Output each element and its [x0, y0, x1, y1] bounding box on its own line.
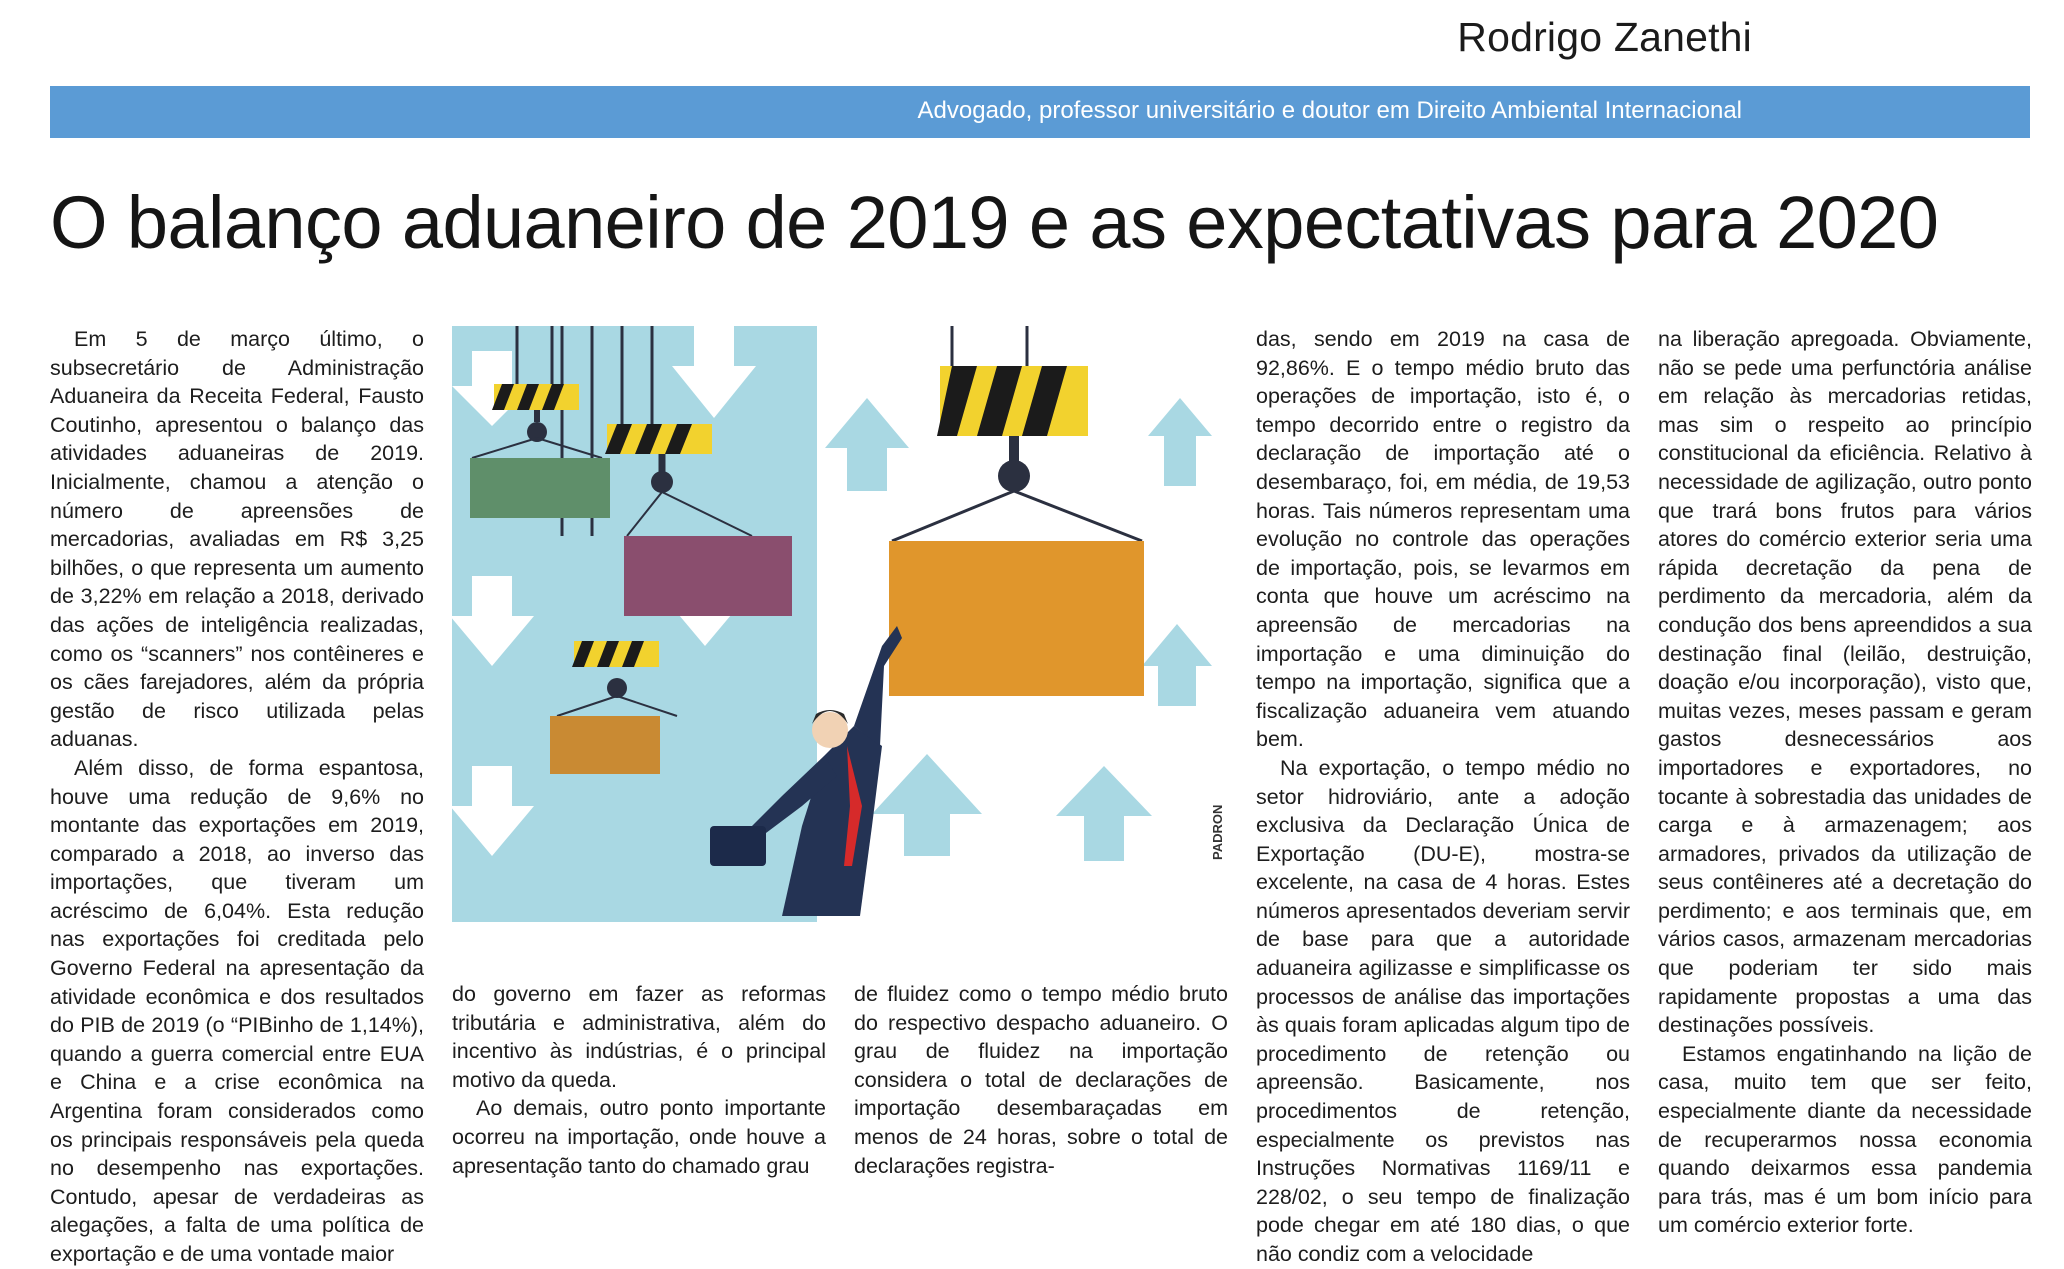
paragraph: Em 5 de março último, o subsecretário de Administração Aduaneira da Receita Federal, Fausto Coutinho, apresentou o balanço das atividades aduaneiras de 2019. Inicialmente, chamou a atenção o número de apreensões de mercadorias, avaliadas em R$ 3,25 bilhões, o que representa um aumento de 3,22% em relação a 2018, derivado das ações de inteligência realizadas, como os “scanners” nos contêineres e os cães farejadores, além da própria gestão de risco utilizada pelas aduanas. [50, 327, 424, 752]
illustration-cranes-containers [452, 326, 1228, 922]
article-column-3 [854, 980, 1228, 1178]
container-orange-large [889, 541, 1144, 696]
container-purple [624, 536, 792, 616]
author-name: Rodrigo Zanethi [1457, 14, 1752, 60]
paragraph: do governo em fazer as reformas tributária e administrativa, além do incentivo às indústrias, é o principal motivo da queda. [452, 982, 826, 1092]
article-column-1 [50, 325, 424, 1266]
paragraph: Ao demais, outro ponto importante ocorreu na importação, onde houve a apresentação tanto do chamado grau [452, 1096, 826, 1178]
credentials-bar [50, 86, 2030, 138]
container-orange-small [550, 716, 660, 774]
article-column-5 [1658, 325, 2032, 1238]
paragraph: Além disso, de forma espantosa, houve uma redução de 9,6% no montante das exportações em 2019, comparado a 2018, ao inverso das importações, que tiveram um acréscimo de 6,04%. Esta redução nas exportações foi creditada pelo Governo Federal na apresentação da atividade econômica e dos resultados do PIB de 2019 (o “PIBinho de 1,14%), quando a guerra comercial entre EUA e China e a crise econômica na Argentina foram considerados como os principais responsáveis pela queda no desempenho nas exportações. Contudo, apesar de verdadeiras as alegações, a falta de uma política de exportação e de uma vontade maior [50, 755, 424, 1266]
article-column-4 [1256, 325, 1630, 1266]
author-credentials: Advogado, professor universitário e doutor em Direito Ambiental Internacional [917, 97, 1742, 124]
illustration-credit: PADRON [1210, 804, 1225, 860]
briefcase-icon [710, 826, 766, 866]
container-green [470, 458, 610, 518]
paragraph: das, sendo em 2019 na casa de 92,86%. E o tempo médio bruto das operações de importação, isto é, o tempo decorrido entre o registro da declaração de importação até o desembaraço, foi, em média, de 19,53 horas. Tais números representam uma evolução no controle das operações de importação, pois, se levarmos em conta que houve um acréscimo na apreensão de mercadorias na importação e uma diminuição do tempo na importação, significa que a fiscalização aduaneira vem atuando bem. [1256, 327, 1630, 752]
article-column-2 [452, 980, 826, 1178]
paragraph: Estamos engatinhando na lição de casa, muito tem que ser feito, especialmente diante da necessidade de recuperarmos nossa economia quando deixarmos essa pandemia para trás, mas é um bom início para um comércio exterior forte. [1658, 1041, 2032, 1238]
paragraph: de fluidez como o tempo médio bruto do respectivo despacho aduaneiro. O grau de fluidez na importação considera o total de declarações de importação desembaraçadas em menos de 24 horas, sobre o total de declarações registra- [854, 982, 1228, 1178]
paragraph: na liberação apregoada. Obviamente, não se pede uma perfunctória análise em relação às mercadorias retidas, mas sim o respeito ao princípio constitucional da eficiência. Relativo à necessidade de agilização, outro ponto que trará bons frutos para vários atores do comércio exterior seria uma rápida decretação da pena de perdimento da mercadoria, além da condução dos bens apreendidos a sua destinação final (leilão, destruição, doação e/ou incorporação), visto que, muitas vezes, meses passam e geram gastos desnecessários aos importadores e exportadores, no tocante à sobrestadia das unidades de carga e à armazenagem; aos armadores, privados da utilização de seus contêineres até a decretação do perdimento; e aos terminais que, em vários casos, armazenam mercadorias que poderiam ter sido mais rapidamente propostas a uma das destinações possíveis. [1658, 327, 2032, 1038]
headline: O balanço aduaneiro de 2019 e as expectativas para 2020 [50, 181, 1939, 264]
paragraph: Na exportação, o tempo médio no setor hidroviário, ante a adoção exclusiva da Declaração Única de Exportação (DU-E), mostra-se excelente, na casa de 4 horas. Estes números apresentados deveriam servir de base para que a autoridade aduaneira agilizasse e simplificasse os processos de análise das importações às quais foram aplicadas algum tipo de procedimento de retenção ou apreensão. Basicamente, nos procedimentos de retenção, especialmente os previstos nas Instruções Normativas 1169/11 e 228/02, o seu tempo de finalização pode chegar em até 180 dias, o que não condiz com a velocidade [1256, 755, 1630, 1266]
